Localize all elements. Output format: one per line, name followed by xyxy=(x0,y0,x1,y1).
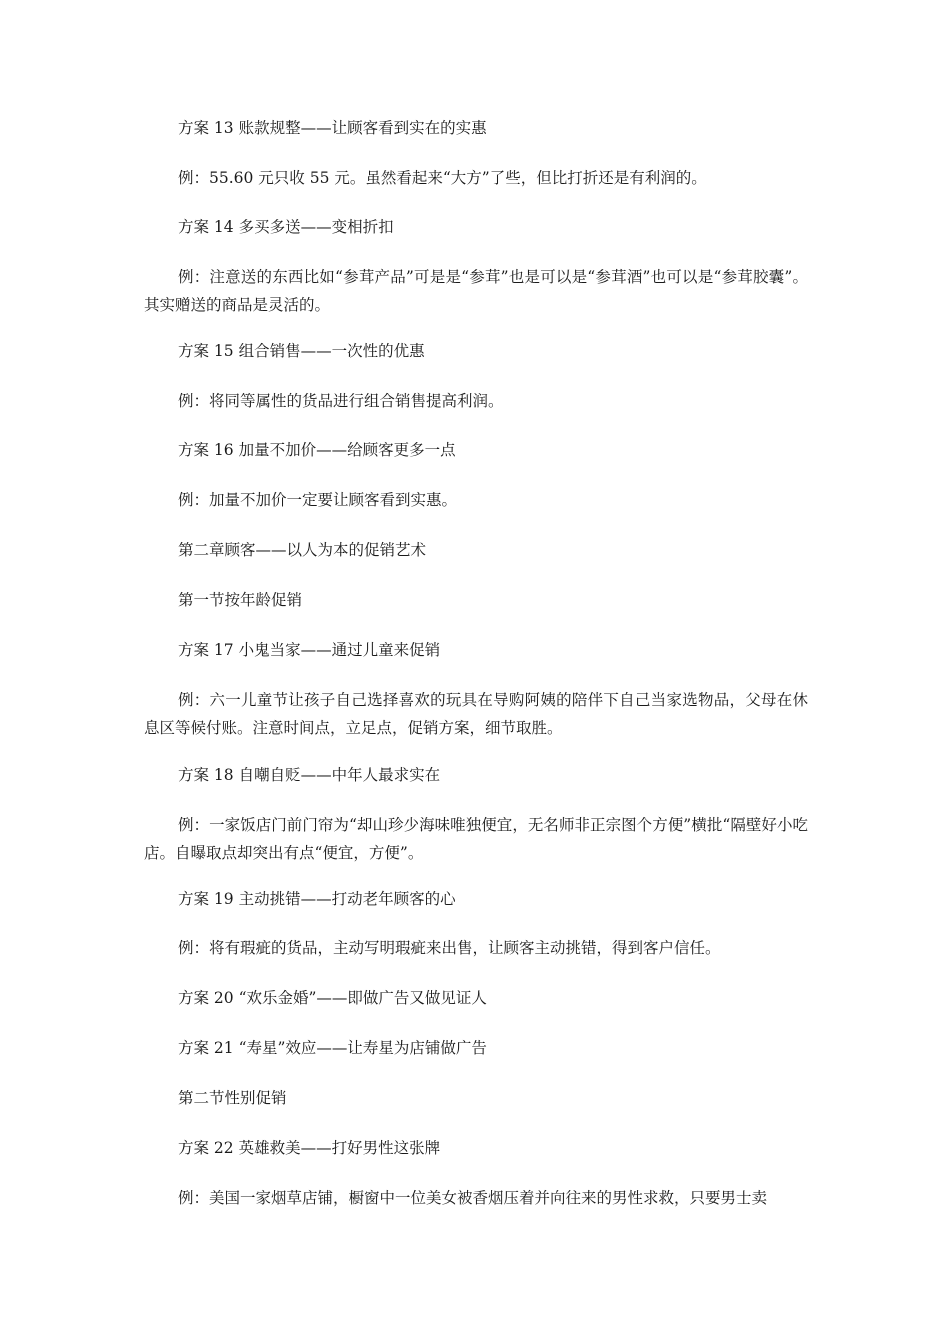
plan-14-example: 例：注意送的东西比如“参茸产品”可是是“参茸”也是可以是“参茸酒”也可以是“参茸胶囊”。其实赠送的商品是灵活的。 xyxy=(144,268,808,314)
plan-22-heading: 方案 22 英雄救美——打好男性这张牌 xyxy=(178,1139,441,1157)
plan-18-example: 例：一家饭店门前门帘为“却山珍少海味唯独便宜，无名师非正宗图个方便”横批“隔壁好小吃店。自曝取点却突出有点“便宜，方便”。 xyxy=(144,816,808,862)
plan-15-heading: 方案 15 组合销售——一次性的优惠 xyxy=(178,342,425,360)
plan-19-example: 例：将有瑕疵的货品，主动写明瑕疵来出售，让顾客主动挑错，得到客户信任。 xyxy=(178,939,721,957)
plan-17-example: 例：六一儿童节让孩子自己选择喜欢的玩具在导购阿姨的陪伴下自己当家选物品，父母在休息区等候付账。注意时间点，立足点，促销方案，细节取胜。 xyxy=(144,691,808,737)
plan-13-heading: 方案 13 账款规整——让顾客看到实在的实惠 xyxy=(178,119,487,137)
plan-17-heading: 方案 17 小鬼当家——通过儿童来促销 xyxy=(178,641,441,659)
plan-18-heading: 方案 18 自嘲自贬——中年人最求实在 xyxy=(178,766,441,784)
plan-14-heading: 方案 14 多买多送——变相折扣 xyxy=(178,218,394,236)
plan-22-example: 例：美国一家烟草店铺，橱窗中一位美女被香烟压着并向往来的男性求救，只要男士卖 xyxy=(178,1189,768,1207)
plan-13-example: 例：55.60 元只收 55 元。虽然看起来“大方”了些，但比打折还是有利润的。 xyxy=(178,169,707,187)
plan-21-heading: 方案 21 “寿星”效应——让寿星为店铺做广告 xyxy=(178,1039,487,1057)
section-1-heading: 第一节按年龄促销 xyxy=(178,591,303,609)
plan-20-heading: 方案 20 “欢乐金婚”——即做广告又做见证人 xyxy=(178,989,487,1007)
plan-15-example: 例：将同等属性的货品进行组合销售提高利润。 xyxy=(178,392,504,410)
plan-16-example: 例：加量不加价一定要让顾客看到实惠。 xyxy=(178,491,458,509)
plan-16-heading: 方案 16 加量不加价——给顾客更多一点 xyxy=(178,441,456,459)
section-2-heading: 第二节性别促销 xyxy=(178,1089,287,1107)
chapter-2-heading: 第二章顾客——以人为本的促销艺术 xyxy=(178,541,427,559)
plan-19-heading: 方案 19 主动挑错——打动老年顾客的心 xyxy=(178,890,456,908)
